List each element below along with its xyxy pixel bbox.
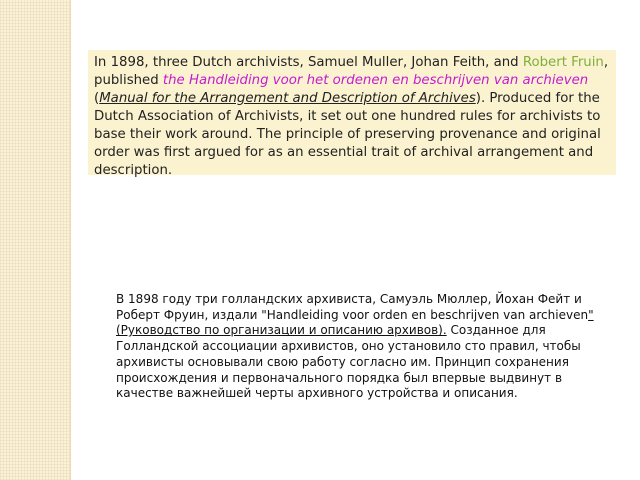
english-paragraph <box>88 50 616 178</box>
link-the[interactable]: the <box>162 73 189 88</box>
russian-part1-text: В 1898 году три голландских архивиста, Самуэль Мюллер, Йохан Фейт и Роберт Фруин, издали "Handleiding voor orden en beschrijven van archieven <box>116 292 589 322</box>
russian-part2-text: Созданное для Голландской ассоциации архивистов, оно установило сто правил, чтобы архивисты основывали свою работу согласно им. Принцип сохранения происхождения и первоначального порядка был впервые выдвинут в качестве важнейшей черты архивного устройства и описания. <box>116 323 581 401</box>
russian-paragraph <box>116 292 600 402</box>
link-robert-fruin[interactable]: Robert Fruin <box>522 55 604 70</box>
link-manual[interactable]: Manual for the Arrangement and Description of Archives <box>99 91 476 106</box>
decorative-side-strip <box>0 0 71 480</box>
russian-underlined-text: " (Руководство по организации и описанию архивов). <box>116 307 594 338</box>
english-rest-text: ). Produced for the Dutch Association of Archivists, it set out one hundred rules for archivists to base their work around. The principle of preserving provenance and original order was first argued for as an essential trait of archival arrangement and description. <box>94 91 601 178</box>
english-intro-text: In 1898, three Dutch archivists, Samuel Muller, Johan Feith, and <box>94 55 523 70</box>
link-handleiding[interactable]: Handleiding voor het ordenen en beschrijven van archieven <box>188 73 589 88</box>
english-published-text: , published <box>94 55 609 88</box>
english-paren-open: ( <box>94 91 100 106</box>
